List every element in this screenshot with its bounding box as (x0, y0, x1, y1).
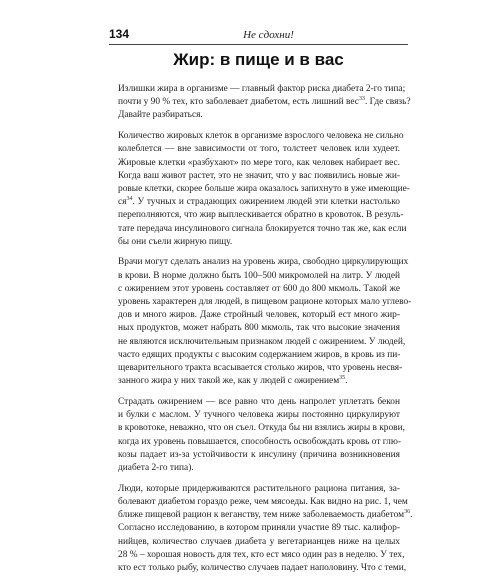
text-line (118, 96, 411, 109)
running-head (109, 27, 408, 43)
paragraph-4 (118, 396, 405, 475)
text-line: ровые клетки, скорее больше жира оказалось запихнуто в уже имеющие- (118, 183, 410, 194)
text-fragment: почти у 90 % тех, кто заболевает диабетом, есть лишний вес (118, 97, 359, 108)
book-title: Не сдохни! (243, 29, 294, 41)
text-line: Жировые клетки «разбухают» по мере того, как человек набирает вес. (118, 157, 400, 168)
text-line: диабета 2-го типа). (118, 462, 194, 473)
text-line: Излишки жира в организме — главный фактор риска диабета 2-го типа; (118, 84, 406, 94)
text-line: тате передача инсулинового сигнала блокируется точно так же, как если (118, 223, 407, 234)
text-line: ных продуктов, может набрать 800 мкмоль, так что высокие значения (118, 323, 400, 334)
text-line: с ожирением этот уровень составляет от 600 до 800 мкмоль. Такой же (118, 283, 400, 294)
text-fragment: ближе пищевой рацион к веганству, тем ниже заболеваемость диабетом (118, 510, 405, 521)
text-line: Количество жировых клеток в организме взрослого человека не сильно (118, 131, 404, 142)
chapter-title: Жир: в пище и в вас (173, 50, 344, 69)
text-line: Люди, которые придерживаются растительного рациона питания, за- (118, 483, 400, 494)
text-line: козы падает из-за устойчивости к инсулину (причина возникновения (118, 449, 400, 460)
text-line: болевают диабетом гораздо реже, чем мясоеды. Как видно на рис. 1, чем (118, 496, 408, 507)
text-fragment: занного жира у них такой же, как у людей с ожирением (118, 376, 340, 387)
text-line: когда их уровень повышается, способность освобождать кровь от глю- (118, 436, 401, 447)
text-fragment: . (410, 510, 413, 521)
footnote-ref: 36 (404, 508, 411, 515)
text-fragment: . У тучных и страдающих ожирением людей эти клетки настолько (132, 197, 400, 208)
text-line: Врачи могут сделать анализ на уровень жира, свободно циркулирующих (118, 257, 409, 268)
text-line: нийцев, количество случаев диабета у вегетарианцев ниже на целых (118, 536, 400, 547)
text-line: кто ест только рыбу, количество случаев падает наполовину. Что с теми, (118, 562, 407, 573)
text-line: в крови. В норме должно быть 100–500 микромолей на литр. У людей (118, 270, 400, 281)
text-line: и булки с маслом. У тучного человека жиры постоянно циркулируют (118, 410, 400, 421)
text-fragment: . Где связь? (364, 97, 411, 108)
paragraph-5 (118, 483, 413, 575)
body-text (118, 83, 413, 583)
text-line: Согласно исследованию, в котором приняли участие 89 тыс. калифор- (118, 523, 400, 534)
paragraph-3 (118, 256, 412, 388)
text-line: Когда ваш живот растет, это не значит, что у вас появились новые жи- (118, 170, 400, 181)
text-line: Страдать ожирением — все равно что день напролет уплетать бекон (118, 396, 400, 407)
footnote-ref: 35 (339, 375, 346, 382)
footnote-ref: 34 (126, 196, 133, 202)
text-line: переполняются, что жир выплескивается обратно в кровоток. В резуль- (118, 210, 404, 221)
header-rule (109, 44, 408, 45)
paragraph-2 (118, 130, 410, 249)
text-line: уровень характерен для людей, в пищевом рационе которых мало углево- (118, 297, 412, 308)
paragraph-1 (118, 83, 411, 123)
page-number: 134 (109, 27, 130, 41)
text-line: бы они съели жирную пищу. (118, 236, 233, 247)
text-line: колеблется — вне зависимости от того, толстеет человек или худеет. (118, 144, 400, 155)
text-line: не являются исключительным признаком людей с ожирением. У людей, (118, 336, 406, 347)
text-fragment: . (345, 376, 348, 387)
text-line: щеварительного тракта всасывается столько жиров, что уровень несвя- (118, 363, 403, 374)
text-line: Давайте разбираться. (118, 110, 203, 121)
footnote-ref: 33 (358, 96, 365, 103)
text-line (118, 508, 413, 522)
text-line: часто едящих продукты с высоким содержанием жиров, в кровь из пи- (118, 349, 401, 360)
text-line (118, 196, 400, 209)
text-line (118, 375, 400, 388)
text-line: 28 % – хорошая новость для тех, кто ест мясо один раз в неделю. У тех, (118, 549, 405, 560)
text-fragment: ся (118, 197, 127, 208)
text-line: дов и много жиров. Даже стройный человек, который ест много жир- (118, 310, 400, 321)
text-line: в кровотоке, неважно, что он съел. Откуда бы ни взялись жиры в крови, (118, 423, 405, 434)
